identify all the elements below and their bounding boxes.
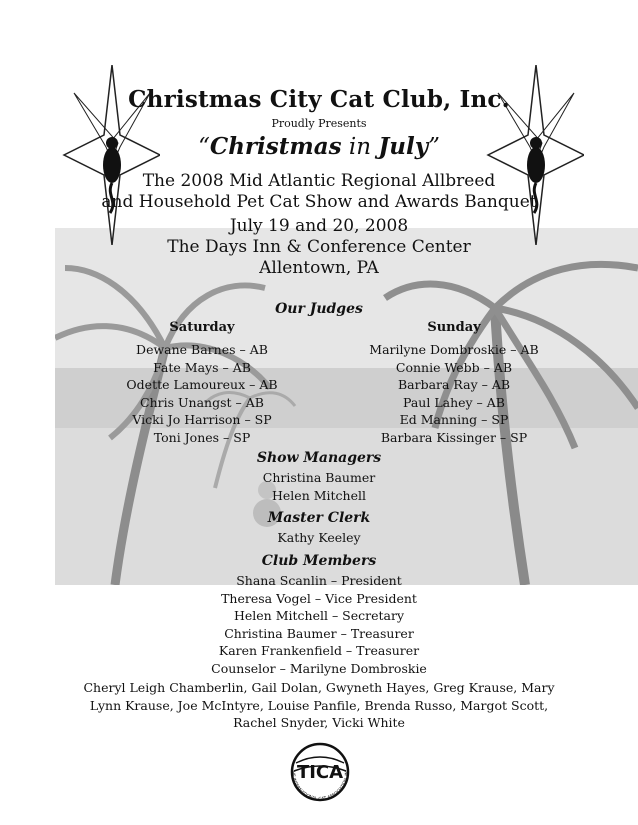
sunday-heading: Sunday: [427, 320, 481, 335]
show-managers-heading: Show Managers: [256, 450, 382, 466]
tica-ring-text: HE INTERNATIONAL CAT ASSOCIATION, IN: [289, 770, 351, 803]
judge-name: Paul Lahey – AB: [403, 394, 505, 410]
show-description: [0, 171, 638, 213]
event-word-christmas: Christmas: [209, 133, 342, 160]
event-city: Allentown, PA: [259, 258, 379, 278]
judge-name: Barbara Ray – AB: [397, 377, 511, 392]
judges-heading: Our Judges: [275, 301, 363, 317]
show-line-1: The 2008 Mid Atlantic Regional Allbreed: [142, 171, 496, 191]
event-details: [0, 216, 638, 279]
manager-name: Helen Mitchell: [272, 487, 366, 503]
judge-name: Chris Unangst – AB: [140, 394, 264, 410]
tica-logo: [282, 741, 358, 803]
officer-entry: Karen Frankenfield – Treasurer: [218, 643, 420, 658]
show-line-2: and Household Pet Cat Show and Awards Banquet: [101, 192, 537, 212]
event-title: [0, 133, 638, 160]
officer-entry: Christina Baumer – Treasurer: [224, 625, 414, 641]
presents-line: Proudly Presents: [271, 117, 367, 130]
judge-name: Connie Webb – AB: [395, 359, 513, 375]
clerk-name: Kathy Keeley: [277, 530, 361, 545]
master-clerk-heading: Master Clerk: [267, 510, 371, 526]
judge-name: Vicki Jo Harrison – SP: [132, 412, 272, 427]
judge-name: Barbara Kissinger – SP: [380, 429, 528, 445]
event-venue: The Days Inn & Conference Center: [167, 237, 471, 257]
officers-list: [0, 572, 638, 677]
members-roster: Cheryl Leigh Chamberlin, Gail Dolan, Gwyneth Hayes, Greg Krause, Mary Lynn Krause, Joe McIntyre, Louise Panfile, Brenda Russo, Margot Scott, Rachel Snyder, Vicki White: [83, 680, 555, 730]
judge-name: Fate Mays – AB: [153, 359, 251, 375]
saturday-heading: Saturday: [169, 320, 235, 335]
judge-name: Marilyne Dombroskie – AB: [369, 342, 539, 357]
show-managers-list: [0, 469, 638, 504]
tica-letters: TICA: [296, 762, 344, 783]
judge-name: Ed Manning – SP: [399, 412, 509, 427]
club-members-heading: Club Members: [261, 553, 377, 569]
judge-name: Dewane Barnes – AB: [136, 342, 268, 357]
judge-name: Odette Lamoureux – AB: [126, 377, 278, 392]
officer-entry: Helen Mitchell – Secretary: [233, 608, 405, 623]
sunday-judges-list: [334, 341, 574, 446]
event-dates: July 19 and 20, 2008: [229, 216, 409, 236]
saturday-judges-list: [82, 341, 322, 446]
event-word-in: in: [341, 134, 379, 160]
event-word-july: July: [378, 133, 429, 160]
quote-open: “: [198, 134, 210, 160]
judge-name: Toni Jones – SP: [153, 429, 251, 445]
officer-entry: Shana Scanlin – President: [236, 573, 402, 588]
manager-name: Christina Baumer: [262, 470, 376, 485]
master-clerk-list: [0, 529, 638, 547]
officer-entry: Theresa Vogel – Vice President: [221, 590, 417, 606]
club-name: Christmas City Cat Club, Inc.: [128, 86, 510, 113]
quote-close: ”: [428, 134, 440, 160]
officer-entry: Counselor – Marilyne Dombroskie: [211, 660, 427, 676]
